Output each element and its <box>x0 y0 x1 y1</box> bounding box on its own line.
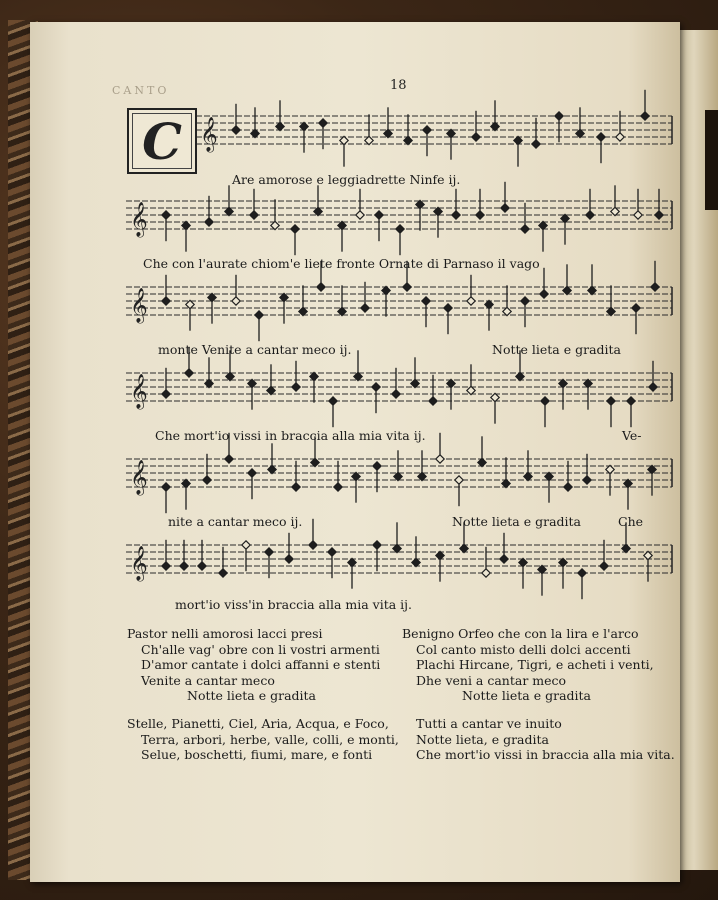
note-head <box>291 225 299 233</box>
note-head <box>632 304 640 312</box>
note-head <box>393 544 401 552</box>
note-head <box>644 551 652 559</box>
note-head <box>586 211 594 219</box>
note-head <box>208 293 216 301</box>
note-head <box>539 221 547 229</box>
note-head <box>423 126 431 134</box>
note-head <box>485 300 493 308</box>
note-head <box>162 390 170 398</box>
note-head <box>482 569 490 577</box>
note-head <box>521 225 529 233</box>
note-head <box>460 544 468 552</box>
clef-icon: 𝄞 <box>130 288 148 323</box>
lyric-line-3b: Notte lieta e gradita <box>492 342 621 357</box>
verse-line: Ch'alle vag' obre con li vostri armenti <box>141 641 380 657</box>
note-head <box>382 286 390 294</box>
note-head <box>338 307 346 315</box>
verse-line: Notte lieta e gradita <box>462 688 591 703</box>
note-head <box>338 221 346 229</box>
verse-line: Benigno Orfeo che con la lira e l'arco <box>402 626 639 641</box>
clef-icon: 𝄞 <box>130 202 148 237</box>
note-head <box>203 476 211 484</box>
verse-line: Pastor nelli amorosi lacci presi <box>127 626 323 641</box>
music-staff <box>126 261 672 341</box>
note-head <box>412 558 420 566</box>
note-head <box>162 211 170 219</box>
verse-line: Terra, arbori, herbe, valle, colli, e monti, <box>141 731 399 747</box>
lyric-line-4a: Che mort'io vissi in braccia alla mia vita ij. <box>155 428 426 443</box>
music-staff <box>126 433 672 513</box>
verse-line: Plachi Hircane, Tigri, e acheti i venti, <box>416 657 654 672</box>
note-head <box>225 207 233 215</box>
note-head <box>314 207 322 215</box>
verse-line: Dhe veni a cantar meco <box>416 672 567 688</box>
note-head <box>404 136 412 144</box>
note-head <box>655 211 663 219</box>
verse-line: Che mort'io vissi in braccia alla mia vita. <box>416 747 675 762</box>
note-head <box>225 455 233 463</box>
note-head <box>186 300 194 308</box>
note-head <box>292 483 300 491</box>
music-staff <box>196 90 672 167</box>
verse-right-1 <box>402 626 654 704</box>
note-head <box>365 136 373 144</box>
note-head <box>600 562 608 570</box>
note-head <box>276 122 284 130</box>
note-head <box>538 565 546 573</box>
note-head <box>467 297 475 305</box>
verse-right-2 <box>416 716 675 763</box>
note-head <box>180 562 188 570</box>
note-head <box>447 379 455 387</box>
note-head <box>205 218 213 226</box>
note-head <box>651 283 659 291</box>
note-head <box>607 307 615 315</box>
note-head <box>444 304 452 312</box>
note-head <box>576 129 584 137</box>
note-head <box>584 379 592 387</box>
note-head <box>597 133 605 141</box>
note-head <box>319 119 327 127</box>
note-head <box>356 211 364 219</box>
note-head <box>372 383 380 391</box>
verse-left-1 <box>127 626 380 704</box>
verse-line: D'amor cantate i dolci affanni e stenti <box>141 657 381 672</box>
note-head <box>373 541 381 549</box>
note-head <box>219 569 227 577</box>
note-head <box>519 558 527 566</box>
note-head <box>564 483 572 491</box>
note-head <box>299 307 307 315</box>
note-head <box>545 472 553 480</box>
music-staff <box>126 519 672 599</box>
note-head <box>394 472 402 480</box>
note-head <box>280 293 288 301</box>
note-head <box>185 369 193 377</box>
clef-icon: 𝄞 <box>130 460 148 495</box>
verse-line: Notte lieta, e gradita <box>416 731 549 747</box>
note-head <box>292 383 300 391</box>
note-head <box>403 283 411 291</box>
note-head <box>491 393 499 401</box>
note-head <box>559 379 567 387</box>
note-head <box>248 469 256 477</box>
note-head <box>514 136 522 144</box>
header-ghost-text: CANTO <box>112 84 170 97</box>
note-head <box>541 397 549 405</box>
note-head <box>334 483 342 491</box>
note-head <box>411 379 419 387</box>
lyric-line-2: Che con l'aurate chiom'e liete fronte Ornate di Parnaso il vago <box>143 256 540 271</box>
note-head <box>467 386 475 394</box>
note-head <box>348 558 356 566</box>
verse-line: Stelle, Pianetti, Ciel, Aria, Acqua, e Foco, <box>127 716 389 731</box>
note-head <box>396 225 404 233</box>
note-head <box>561 214 569 222</box>
note-head <box>162 562 170 570</box>
note-head <box>622 544 630 552</box>
lyric-line-5a: nite a cantar meco ij. <box>168 514 303 529</box>
note-head <box>328 548 336 556</box>
lyric-line-3a: monte Venite a cantar meco ij. <box>158 342 352 357</box>
note-head <box>300 122 308 130</box>
note-head <box>267 386 275 394</box>
note-head <box>352 472 360 480</box>
note-head <box>611 207 619 215</box>
note-head <box>624 479 632 487</box>
note-head <box>250 211 258 219</box>
note-head <box>242 541 250 549</box>
note-head <box>271 221 279 229</box>
note-head <box>251 129 259 137</box>
note-head <box>476 211 484 219</box>
note-head <box>311 458 319 466</box>
note-head <box>232 297 240 305</box>
note-head <box>649 383 657 391</box>
note-head <box>309 541 317 549</box>
note-head <box>641 112 649 120</box>
note-head <box>532 140 540 148</box>
note-head <box>375 211 383 219</box>
note-head <box>434 207 442 215</box>
note-head <box>606 465 614 473</box>
note-head <box>491 122 499 130</box>
verse-line: Col canto misto delli dolci accenti <box>416 641 631 657</box>
verse-line: Notte lieta e gradita <box>187 688 316 703</box>
music-staff <box>126 347 672 427</box>
music-staff <box>126 182 672 255</box>
clef-icon: 𝄞 <box>130 546 148 581</box>
verse-line: Tutti a cantar ve inuito <box>416 716 562 731</box>
note-head <box>162 483 170 491</box>
lyric-line-5b: Notte lieta e gradita <box>452 514 581 529</box>
note-head <box>361 304 369 312</box>
note-head <box>524 472 532 480</box>
note-head <box>429 397 437 405</box>
note-head <box>540 290 548 298</box>
decorated-initial: C <box>127 108 197 174</box>
note-head <box>634 211 642 219</box>
verse-left-2 <box>127 716 399 763</box>
note-head <box>555 112 563 120</box>
lyric-line-1: Are amorose e leggiadrette Ninfe ij. <box>232 172 461 187</box>
note-head <box>500 555 508 563</box>
note-head <box>616 133 624 141</box>
note-head <box>340 136 348 144</box>
note-head <box>265 548 273 556</box>
note-head <box>501 204 509 212</box>
note-head <box>255 311 263 319</box>
note-head <box>436 455 444 463</box>
note-head <box>392 390 400 398</box>
note-head <box>182 221 190 229</box>
note-head <box>182 479 190 487</box>
verse-line: Selue, boschetti, fiumi, mare, e fonti <box>141 747 373 762</box>
note-head <box>607 397 615 405</box>
note-head <box>478 458 486 466</box>
note-head <box>563 286 571 294</box>
note-head <box>310 372 318 380</box>
note-head <box>436 551 444 559</box>
note-head <box>416 200 424 208</box>
note-head <box>162 297 170 305</box>
note-head <box>503 307 511 315</box>
note-head <box>384 129 392 137</box>
note-head <box>373 462 381 470</box>
note-head <box>452 211 460 219</box>
clef-icon: 𝄞 <box>130 374 148 409</box>
note-head <box>354 372 362 380</box>
note-head <box>516 372 524 380</box>
note-head <box>559 558 567 566</box>
note-head <box>285 555 293 563</box>
page-number: 18 <box>390 78 407 93</box>
note-head <box>418 472 426 480</box>
note-head <box>502 479 510 487</box>
note-head <box>248 379 256 387</box>
note-head <box>627 397 635 405</box>
note-head <box>232 126 240 134</box>
note-head <box>329 397 337 405</box>
note-head <box>317 283 325 291</box>
note-head <box>472 133 480 141</box>
note-head <box>583 476 591 484</box>
note-head <box>226 372 234 380</box>
note-head <box>588 286 596 294</box>
note-head <box>422 297 430 305</box>
clef-icon: 𝄞 <box>200 117 218 152</box>
note-head <box>455 476 463 484</box>
lyric-line-4b: Ve- <box>622 428 642 443</box>
lyric-line-5c: Che <box>618 514 644 529</box>
verse-line: Venite a cantar meco <box>141 672 275 688</box>
lyric-line-6: mort'io viss'in braccia alla mia vita ij. <box>175 597 413 612</box>
note-head <box>578 569 586 577</box>
note-head <box>521 297 529 305</box>
note-head <box>268 465 276 473</box>
note-head <box>205 379 213 387</box>
note-head <box>447 129 455 137</box>
note-head <box>648 465 656 473</box>
note-head <box>198 562 206 570</box>
